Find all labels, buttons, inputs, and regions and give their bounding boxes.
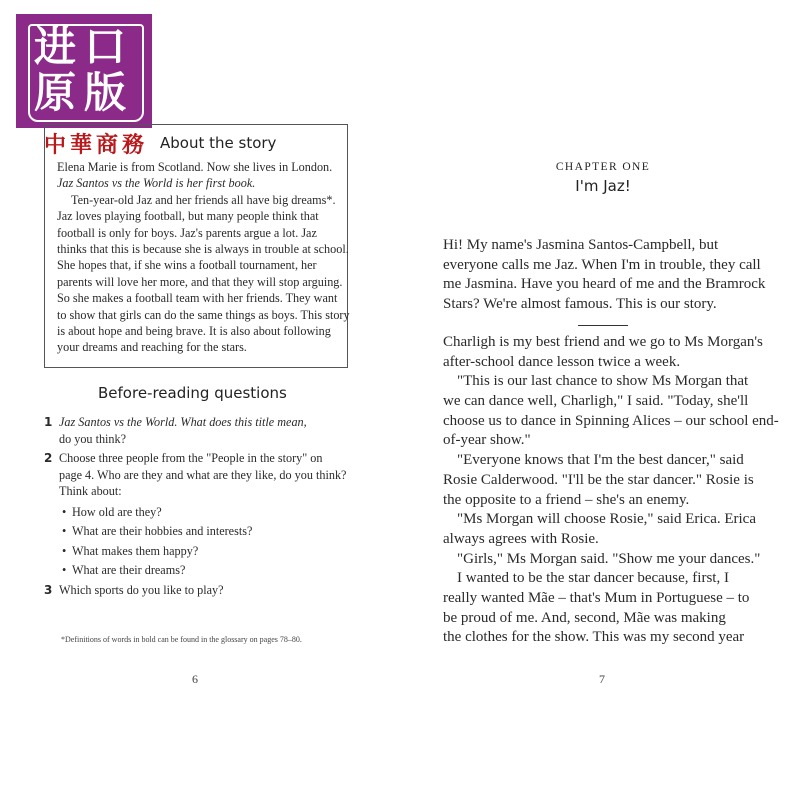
chapter-label: CHAPTER ONE: [555, 161, 651, 173]
bullet-text: What are their hobbies and interests?: [72, 524, 253, 538]
text-line: "Ms Morgan will choose Rosie," said Erica. Erica: [457, 511, 756, 528]
text-line: I wanted to be the star dancer because, first, I: [457, 570, 729, 587]
question-row: [44, 467, 347, 484]
text-line: parents will love her more, and that they will stop arguing.: [57, 274, 343, 289]
text-line: me Jasmina. Have you heard of me and the Bramrock: [443, 276, 766, 293]
question-number: 3: [44, 582, 53, 597]
text-line: Charligh is my best friend and we go to Ms Morgan's: [443, 334, 763, 350]
bullet-row: [44, 523, 344, 543]
bullet-icon: •: [62, 543, 67, 558]
text-line: is about hope and being brave. It is also about following: [57, 323, 331, 338]
question-number: 2: [44, 451, 53, 465]
text-line: always agrees with Rosie.: [443, 530, 599, 547]
questions-list: [44, 414, 347, 598]
intro-paragraph: [443, 236, 766, 315]
text-line: She hopes that, if she wins a football tournament, her: [57, 258, 317, 273]
bullet-row: [44, 504, 344, 524]
question-text: Think about:: [59, 484, 122, 498]
text-line: Jaz Santos vs the World is her first book.: [57, 176, 256, 191]
question-row: [44, 582, 344, 599]
text-line: of-year show.": [443, 432, 531, 449]
text-line: So she makes a football team with her friends. They want: [57, 291, 338, 306]
questions-title: Before-reading questions: [98, 384, 287, 402]
text-line: Elena Marie is from Scotland. Now she lives in London.: [57, 160, 333, 174]
question-text: page 4. Who are they and what are they like, do you think?: [59, 467, 347, 482]
question-text: Jaz Santos vs the World. What does this title mean,: [59, 415, 307, 429]
about-story-text: [57, 159, 350, 356]
text-line: Stars? We're almost famous. This is our story.: [443, 296, 717, 313]
text-line: to show that girls can do the same things as boys. This story: [57, 307, 350, 322]
text-line: "This is our last chance to show Ms Morgan that: [457, 373, 749, 390]
bullet-row: [44, 543, 344, 563]
about-story-title: About the story: [160, 134, 277, 152]
text-line: the opposite to a friend – she's an enemy.: [443, 491, 690, 508]
bullet-row: [44, 562, 344, 582]
question-number: 1: [44, 415, 53, 429]
text-line: everyone calls me Jaz. When I'm in trouble, they call: [443, 256, 761, 273]
section-divider: [578, 325, 628, 326]
text-line: thinks that this is because she is always in trouble at school.: [57, 241, 349, 256]
text-line: we can dance well, Charligh," I said. "Today, she'll: [443, 393, 749, 410]
text-line: Ten-year-old Jaz and her friends all have big dreams*.: [71, 192, 336, 207]
import-badge: [16, 14, 152, 128]
page-number-left: 6: [192, 672, 198, 686]
question-row: [44, 431, 344, 448]
question-row: [44, 483, 344, 500]
question-row: [44, 414, 344, 431]
page-number-right: 7: [599, 672, 605, 686]
bullet-text: What makes them happy?: [72, 543, 199, 558]
bullet-icon: •: [62, 563, 67, 577]
text-line: Jaz loves playing football, but many people think that: [57, 209, 319, 224]
bullet-text: What are their dreams?: [72, 563, 186, 577]
text-line: choose us to dance in Spinning Alices – our school end-: [443, 412, 779, 429]
badge-sub-text: 中華商務: [44, 132, 149, 158]
bullet-text: How old are they?: [72, 504, 162, 519]
bullet-icon: •: [62, 524, 67, 538]
bullet-icon: •: [62, 504, 67, 519]
question-row: [44, 450, 344, 467]
question-text: do you think?: [59, 431, 127, 446]
text-line: the clothes for the show. This was my second year: [443, 629, 745, 646]
chapter-title: I'm Jaz!: [575, 177, 631, 195]
text-line: really wanted Mãe – that's Mum in Portuguese – to: [443, 589, 750, 606]
text-line: "Girls," Ms Morgan said. "Show me your dances.": [457, 550, 761, 567]
question-text: Which sports do you like to play?: [59, 582, 224, 597]
text-line: football is only for boys. Jaz's parents argue a lot. Jaz: [57, 225, 317, 240]
badge-main-text: 进口原版: [33, 22, 134, 117]
text-line: "Everyone knows that I'm the best dancer," said: [457, 452, 744, 469]
glossary-footnote: *Definitions of words in bold can be found in the glossary on pages 78–80.: [61, 635, 302, 644]
question-text: Choose three people from the "People in the story" on: [59, 451, 323, 465]
text-line: your dreams and reaching for the stars.: [57, 340, 247, 355]
text-line: Hi! My name's Jasmina Santos-Campbell, but: [443, 237, 719, 253]
text-line: be proud of me. And, second, Mãe was making: [443, 609, 726, 626]
text-line: Rosie Calderwood. "I'll be the star dancer." Rosie is: [443, 471, 754, 488]
text-line: after-school dance lesson twice a week.: [443, 353, 681, 370]
story-body: [443, 333, 779, 648]
